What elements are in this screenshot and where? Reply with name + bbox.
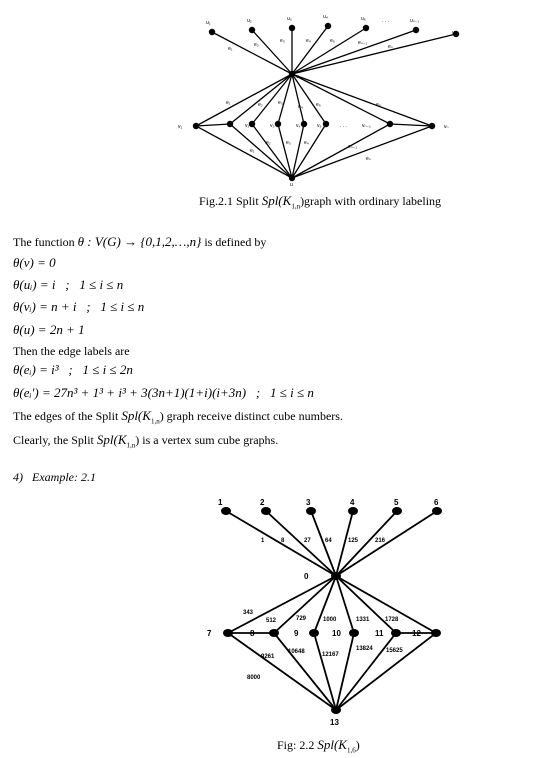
label-dots-mid: . . .: [340, 123, 347, 129]
edge-label-125: 125: [348, 538, 359, 544]
vertex-4: [348, 507, 358, 515]
vertex-label-12: 12: [412, 629, 421, 638]
fig2-caption-close: ): [355, 738, 360, 752]
edge-label-en1: eₙ₋₁: [358, 40, 368, 46]
edge-label-mid-2: e₂: [258, 102, 263, 108]
edge-label-216: 216: [375, 538, 386, 544]
label-u3: u₃: [287, 16, 292, 22]
vertex-0: [331, 572, 341, 580]
fig2-caption-subscript: 1,6: [346, 746, 356, 755]
distinct-cube-statement: [13, 408, 343, 425]
fig2-caption-prefix: Fig: 2.2: [277, 738, 318, 752]
vertex-3: [306, 507, 316, 515]
vertex-12: [431, 629, 441, 637]
edge-label-bot-1: e₁: [250, 148, 255, 154]
vertex-u: [289, 175, 295, 181]
vertex-label-13: 13: [330, 718, 339, 727]
vertex-v1-outer: [193, 123, 199, 129]
vertex-u3: [289, 25, 295, 31]
vertex-vn1: [387, 121, 393, 127]
label-u4: u₄: [323, 14, 328, 20]
line9-subscript: 1,n: [150, 417, 160, 426]
vertex-6: [432, 507, 442, 515]
line10-subscript: 1,n: [126, 441, 136, 450]
label-u-bottom: u: [290, 182, 293, 188]
label-u2: u₂: [247, 18, 252, 24]
line1-suffix: is defined by: [201, 235, 267, 249]
label-v4: v₄: [296, 123, 301, 129]
figure-2-2: [200, 495, 460, 735]
edge-label-e3: e₃: [280, 38, 285, 44]
caption-subscript: 1,n: [291, 202, 301, 211]
vertex-label-7: 7: [207, 629, 212, 638]
fig2-caption-math: Spl(K: [317, 737, 347, 752]
label-dots-top: . . .: [382, 18, 389, 24]
edge-label-mid-4: e₄: [298, 104, 303, 110]
vertex-label-0: 0: [304, 572, 309, 581]
label-v2: v₂: [245, 123, 250, 129]
edge-label-729: 729: [296, 616, 307, 622]
label-u1: u₁: [206, 20, 211, 26]
label-v3: v₃: [270, 123, 275, 129]
label-vn: vₙ: [444, 124, 449, 130]
vertex-label-4: 4: [350, 498, 355, 507]
figure-2-2-caption: [277, 737, 360, 754]
edge-label-e1: e₁: [228, 46, 233, 52]
edge-label-mid-n: eₙ: [376, 102, 381, 108]
edge-label-15625: 15625: [386, 648, 403, 654]
vertex-label-11: 11: [375, 629, 384, 638]
line9-prefix: The edges of the Split: [13, 409, 122, 423]
vertex-u1: [209, 29, 215, 35]
edge-label-e2: e₂: [254, 42, 259, 48]
vertex-v5: [323, 121, 329, 127]
equation-theta-u: θ(u) = 2n + 1: [13, 322, 85, 337]
vertex-7: [223, 629, 233, 637]
label-un: uₙ: [452, 30, 457, 36]
edge-label-e5: e₅: [330, 38, 335, 44]
vertex-label-1: 1: [218, 498, 223, 507]
vertex-label-6: 6: [434, 498, 439, 507]
edge-label-e4: e₄: [306, 38, 311, 44]
equation-theta-vi: θ(vᵢ) = n + i ; 1 ≤ i ≤ n: [13, 299, 145, 314]
caption-suffix: )graph with ordinary labeling: [300, 194, 442, 208]
edge-label-512: 512: [266, 618, 277, 624]
equation-theta-ei-prime: θ(eᵢ′) = 27n³ + 1³ + i³ + 3(3n+1)(1+i)(i+3n) ; 1 ≤ i ≤ n: [13, 385, 314, 400]
edge-label-bot-n: eₙ: [366, 156, 371, 162]
edge-label-64: 64: [325, 538, 332, 544]
vertex-8: [269, 629, 279, 637]
label-vn1: vₙ₋₁: [362, 123, 371, 129]
vertex-label-8: 8: [250, 629, 255, 638]
vertex-1: [221, 507, 231, 515]
line9-suffix: ) graph receive distinct cube numbers.: [159, 409, 343, 423]
figure-2-1-caption: [199, 193, 441, 210]
label-v1-outer: v₁: [178, 124, 183, 130]
edge-label-8000: 8000: [247, 675, 261, 681]
caption-math: Spl(K: [261, 193, 292, 208]
label-u5: u₅: [361, 16, 366, 22]
line10-prefix: Clearly, the Split: [13, 433, 97, 447]
vertex-label-5: 5: [394, 498, 399, 507]
edge-label-bot-3: e₃: [286, 140, 291, 146]
vertex-un1: [413, 27, 419, 33]
vertex-v3: [275, 121, 281, 127]
edge-label-bot-5: eₙ₋₁: [348, 144, 358, 150]
edge-label-27: 27: [304, 538, 311, 544]
edge-label-8: 8: [281, 538, 285, 544]
label-v: v: [296, 74, 299, 80]
vertex-10: [349, 629, 359, 637]
vertex-9: [309, 629, 319, 637]
edge-label-13824: 13824: [356, 646, 373, 652]
edge-label-10648: 10648: [288, 649, 305, 655]
vertex-v1: [227, 121, 233, 127]
edge-label-bot-2: e₂: [266, 140, 271, 146]
edge-label-343: 343: [243, 610, 254, 616]
line10-math: Spl(K: [96, 432, 127, 447]
line1-math: θ : V(G) → {0,1,2,…,n}: [77, 234, 202, 249]
equation-theta-ei: θ(eᵢ) = i³ ; 1 ≤ i ≤ 2n: [13, 362, 133, 377]
line10-suffix: ) is a vertex sum cube graphs.: [135, 433, 279, 447]
vertex-u5: [363, 25, 369, 31]
line1-prefix: The function: [13, 235, 78, 249]
vertex-v: [289, 71, 295, 77]
function-definition-line: [13, 234, 266, 250]
edge-label-1: 1: [261, 538, 265, 544]
edge-label-12167: 12167: [322, 652, 339, 658]
vertex-5: [392, 507, 402, 515]
line9-math: Spl(K: [121, 408, 151, 423]
vertex-11: [391, 629, 401, 637]
vertex-label-9: 9: [294, 629, 299, 638]
equation-theta-v: θ(v) = 0: [13, 255, 56, 270]
vertex-label-2: 2: [260, 498, 265, 507]
vertex-u4: [325, 23, 331, 29]
vertex-u2: [249, 27, 255, 33]
figure-2-1: [170, 8, 470, 188]
edge-label-9261: 9261: [261, 654, 275, 660]
edge-label-en: eₙ: [388, 44, 393, 50]
label-un1: uₙ₋₁: [410, 18, 420, 24]
caption-prefix: Fig.2.1 Split: [199, 194, 262, 208]
vertex-label-10: 10: [332, 629, 341, 638]
vertex-2: [261, 507, 271, 515]
vertex-13: [331, 706, 341, 714]
edge-label-mid-3: e₃: [278, 100, 283, 106]
edge-label-1728: 1728: [385, 617, 399, 623]
edge-label-1000: 1000: [323, 617, 337, 623]
label-v5: v₅: [317, 123, 322, 129]
conclusion-statement: [13, 432, 278, 449]
equation-theta-ui: θ(uᵢ) = i ; 1 ≤ i ≤ n: [13, 277, 124, 292]
edge-label-1331: 1331: [356, 617, 370, 623]
edge-labels-intro: Then the edge labels are: [13, 344, 130, 358]
edge-label-mid-5: e₅: [316, 102, 321, 108]
example-heading: 4) Example: 2.1: [13, 470, 96, 484]
edge-label-bot-4: e₄: [304, 140, 309, 146]
vertex-v2: [249, 121, 255, 127]
vertex-label-3: 3: [306, 498, 311, 507]
edge-label-mid-1: e₁: [226, 100, 231, 106]
vertex-v4: [301, 121, 307, 127]
vertex-vn-outer: [429, 123, 435, 129]
